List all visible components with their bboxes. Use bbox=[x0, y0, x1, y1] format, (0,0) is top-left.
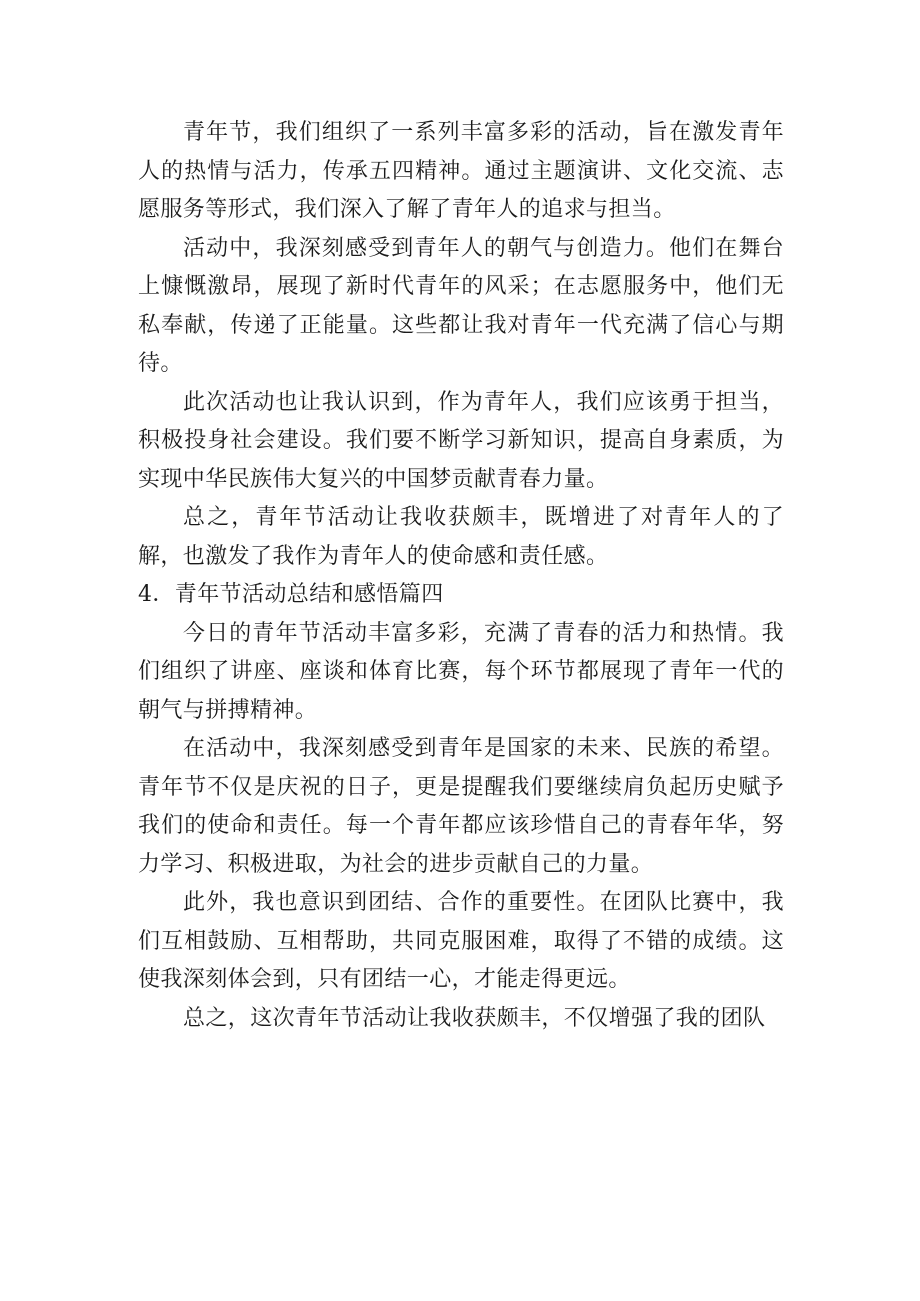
paragraph: 活动中，我深刻感受到青年人的朝气与创造力。他们在舞台上慷慨激昂，展现了新时代青年的风采；在志愿服务中，他们无私奉献，传递了正能量。这些都让我对青年一代充满了信心与期待。 bbox=[138, 235, 784, 376]
paragraph: 此次活动也让我认识到，作为青年人，我们应该勇于担当，积极投身社会建设。我们要不断学习新知识，提高自身素质，为实现中华民族伟大复兴的中国梦贡献青春力量。 bbox=[138, 389, 784, 492]
section-heading: 4．青年节活动总结和感悟篇四 bbox=[138, 582, 444, 607]
document-body bbox=[138, 114, 784, 1038]
paragraph: 此外，我也意识到团结、合作的重要性。在团队比赛中，我们互相鼓励、互相帮助，共同克服困难，取得了不错的成绩。这使我深刻体会到，只有团结一心，才能走得更远。 bbox=[138, 890, 784, 992]
paragraph: 在活动中，我深刻感受到青年是国家的未来、民族的希望。青年节不仅是庆祝的日子，更是提醒我们要继续肩负起历史赋予我们的使命和责任。每一个青年都应该珍惜自己的青春年华，努力学习、积极进取，为社会的进步贡献自己的力量。 bbox=[138, 736, 784, 877]
paragraph: 今日的青年节活动丰富多彩，充满了青春的活力和热情。我们组织了讲座、座谈和体育比赛，每个环节都展现了青年一代的朝气与拼搏精神。 bbox=[138, 620, 784, 723]
paragraph: 青年节，我们组织了一系列丰富多彩的活动，旨在激发青年人的热情与活力，传承五四精神。通过主题演讲、文化交流、志愿服务等形式，我们深入了解了青年人的追求与担当。 bbox=[138, 120, 784, 222]
paragraph: 总之，青年节活动让我收获颇丰，既增进了对青年人的了解，也激发了我作为青年人的使命感和责任感。 bbox=[138, 505, 784, 569]
paragraph: 总之，这次青年节活动让我收获颇丰，不仅增强了我的团队 bbox=[183, 1005, 766, 1031]
